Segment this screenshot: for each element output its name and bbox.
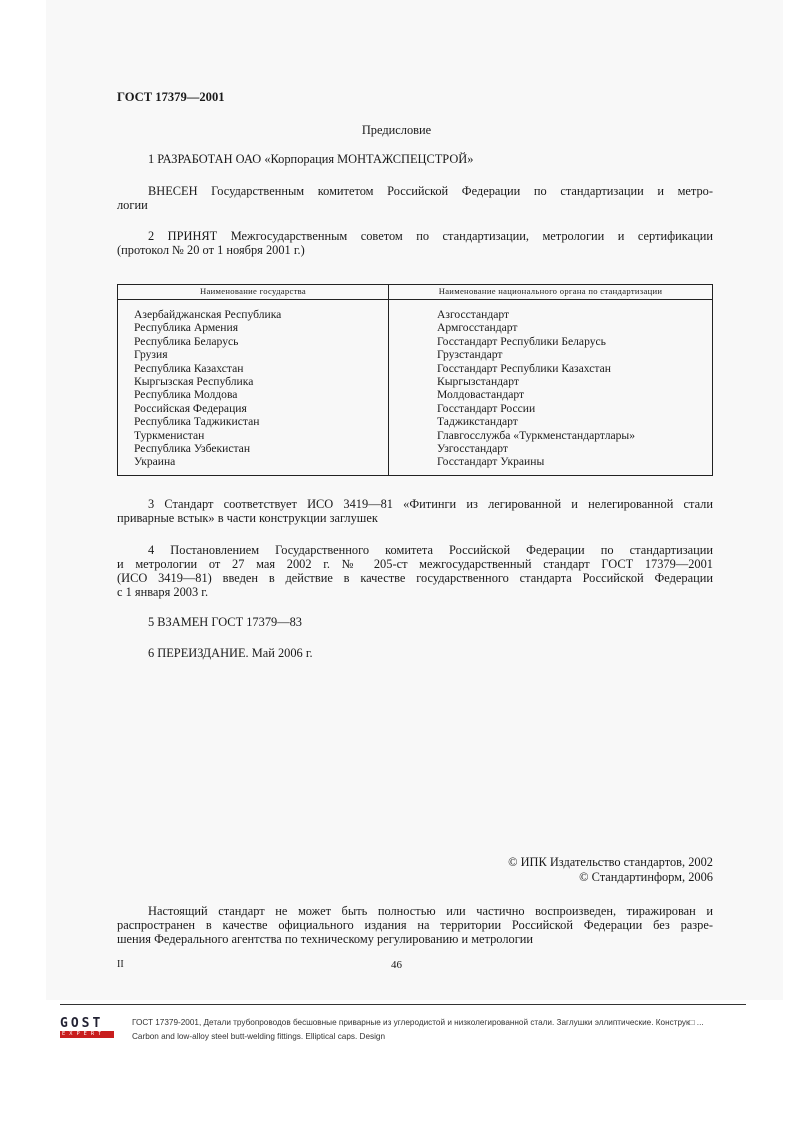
paragraph-reissue: 6 ПЕРЕИЗДАНИЕ. Май 2006 г. — [148, 646, 313, 660]
standards-body: Кыргызстандарт — [437, 375, 519, 389]
paragraph-replaces: 5 ВЗАМЕН ГОСТ 17379—83 — [148, 615, 302, 629]
notice-line3: шения Федерального агентства по техническому регулированию и метрологии — [117, 932, 534, 946]
state-name: Туркменистан — [134, 428, 205, 442]
bodies-column — [389, 300, 713, 476]
notice-line1: Настоящий стандарт не может быть полностью или частично воспроизведен, тиражирован и — [148, 904, 713, 918]
paragraph-resolution-line3: (ИСО 3419—81) введен в действие в качестве государственного стандарта Российской Федерации — [117, 571, 713, 585]
state-name: Республика Узбекистан — [134, 442, 251, 456]
state-name: Российская Федерация — [134, 401, 247, 415]
table-header-row — [118, 285, 713, 300]
state-name: Республика Беларусь — [134, 334, 239, 348]
paragraph-adopted-line1: 2 ПРИНЯТ Межгосударственным советом по стандартизации, метрологии и сертификации — [148, 229, 713, 243]
states-column — [118, 300, 389, 476]
notice-line2: распространен в качестве официального издания на территории Российской Федерации без разре- — [117, 918, 713, 932]
table-body-row — [118, 300, 713, 476]
standards-body: Грузстандарт — [437, 348, 503, 362]
standards-body: Главгосслужба «Туркменстандартлары» — [437, 428, 636, 442]
state-name: Грузия — [134, 348, 168, 362]
copyright-standartinform: © Стандартинформ, 2006 — [579, 870, 713, 884]
copyright-ipk: © ИПК Издательство стандартов, 2002 — [508, 855, 713, 869]
logo-subtext: EXPERT — [60, 1031, 114, 1038]
paragraph-introduced-line1: ВНЕСЕН Государственным комитетом Российской Федерации по стандартизации и метро- — [148, 184, 713, 198]
standards-body: Госстандарт Украины — [437, 455, 545, 469]
section-title: Предисловие — [361, 123, 432, 137]
standards-body: Молдовастандарт — [437, 388, 525, 402]
member-states-table — [117, 284, 713, 476]
paragraph-resolution-line4: с 1 января 2003 г. — [117, 585, 209, 599]
paragraph-iso-line1: 3 Стандарт соответствует ИСО 3419—81 «Фитинги из легированной и нелегированной стали — [148, 497, 713, 511]
standards-body: Азгосстандарт — [437, 308, 510, 321]
footer-divider — [60, 1004, 746, 1005]
state-name: Республика Таджикистан — [134, 415, 260, 429]
state-name: Азербайджанская Республика — [134, 308, 282, 321]
state-name: Республика Армения — [134, 321, 239, 335]
standards-body: Армгосстандарт — [437, 321, 518, 335]
state-name: Кыргызская Республика — [134, 375, 254, 389]
logo-wordmark: GOST — [60, 1016, 104, 1031]
standard-number: ГОСТ 17379—2001 — [117, 90, 225, 104]
standards-body: Госстандарт Республики Беларусь — [437, 334, 606, 348]
footer-title-en[interactable]: Carbon and low-alloy steel butt-welding fittings. Elliptical caps. Design — [132, 1032, 386, 1041]
standards-body: Госстандарт России — [437, 401, 536, 415]
page-roman-numeral: II — [117, 959, 124, 970]
header-body: Наименование национального органа по стандартизации — [389, 285, 713, 300]
page-number: 46 — [391, 959, 402, 971]
paragraph-developed: 1 РАЗРАБОТАН ОАО «Корпорация МОНТАЖСПЕЦСТРОЙ» — [148, 152, 474, 166]
paragraph-introduced-line2: логии — [117, 198, 148, 212]
paragraph-resolution-line2: и метрологии от 27 мая 2002 г. № 205-ст межгосударственный стандарт ГОСТ 17379—2001 — [117, 557, 713, 571]
gost-expert-logo[interactable] — [60, 1018, 114, 1038]
state-name: Республика Казахстан — [134, 361, 244, 375]
footer-title-ru[interactable]: ГОСТ 17379-2001, Детали трубопроводов бесшовные приварные из углеродистой и низколегированной стали. Заглушки эллиптические. Конструк□ ... — [132, 1018, 704, 1027]
state-name: Украина — [134, 455, 176, 469]
standards-body: Таджикстандарт — [437, 415, 518, 429]
paragraph-resolution-line1: 4 Постановлением Государственного комитета Российской Федерации по стандартизации — [148, 543, 713, 557]
header-state: Наименование государства — [118, 285, 389, 300]
state-name: Республика Молдова — [134, 388, 238, 402]
paragraph-adopted-line2: (протокол № 20 от 1 ноября 2001 г.) — [117, 243, 305, 257]
standards-body: Узгосстандарт — [437, 442, 508, 456]
standards-body: Госстандарт Республики Казахстан — [437, 361, 611, 375]
paragraph-iso-line2: приварные встык» в части конструкции заглушек — [117, 511, 378, 525]
